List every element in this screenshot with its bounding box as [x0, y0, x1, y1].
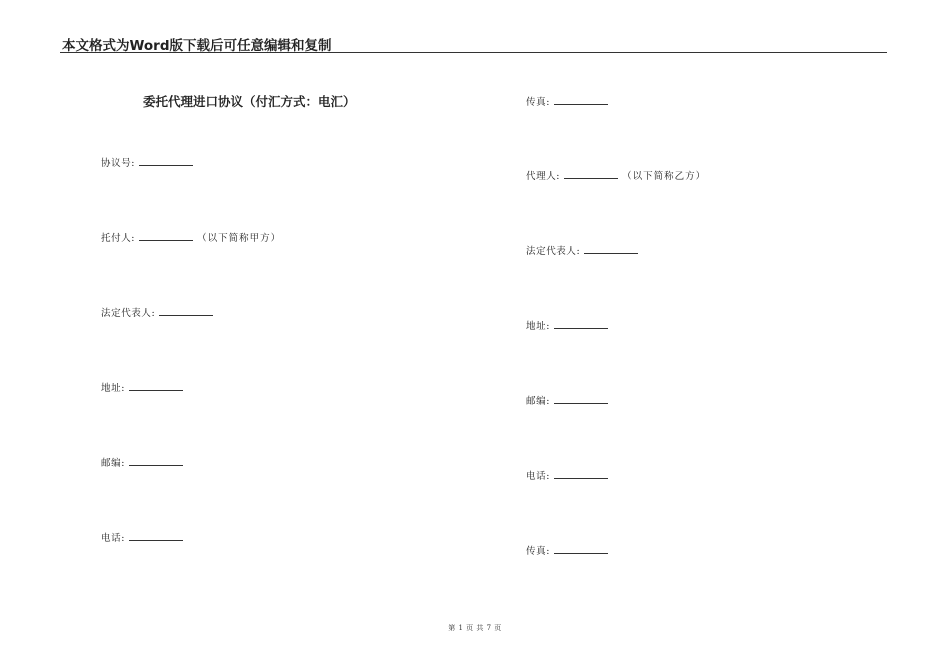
field-agreement-no — [101, 155, 197, 169]
field-agent — [526, 168, 706, 182]
fill-in-blank[interactable] — [554, 469, 608, 479]
fill-in-blank[interactable] — [139, 156, 193, 166]
field-label: 传真: — [526, 546, 551, 557]
page-number: 第 1 页 共 7 页 — [448, 624, 502, 632]
fill-in-blank[interactable] — [129, 381, 183, 391]
field-label: 电话: — [101, 533, 126, 544]
field-legal-rep-left — [101, 305, 217, 319]
field-label: 传真: — [526, 97, 551, 108]
fill-in-blank[interactable] — [554, 394, 608, 404]
field-label: 电话: — [526, 471, 551, 482]
fill-in-blank[interactable] — [554, 319, 608, 329]
field-label: 代理人: — [526, 171, 561, 182]
field-postcode-right — [526, 393, 612, 407]
field-label: 邮编: — [101, 458, 126, 469]
field-address-left — [101, 380, 187, 394]
field-label: 法定代表人: — [101, 308, 156, 319]
field-label: 地址: — [526, 321, 551, 332]
field-postcode-left — [101, 455, 187, 469]
fill-in-blank[interactable] — [584, 244, 638, 254]
field-address-right — [526, 318, 612, 332]
fill-in-blank[interactable] — [139, 231, 193, 241]
field-fax-bottom-right — [526, 543, 612, 557]
fill-in-blank[interactable] — [554, 95, 608, 105]
document-title: 委托代理进口协议（付汇方式：电汇） — [143, 94, 356, 109]
field-phone-right — [526, 468, 612, 482]
field-phone-left — [101, 530, 187, 544]
field-label: 托付人: — [101, 233, 136, 244]
fill-in-blank[interactable] — [129, 531, 183, 541]
header-divider — [60, 52, 887, 53]
fill-in-blank[interactable] — [129, 456, 183, 466]
field-label: 法定代表人: — [526, 246, 581, 257]
field-label: 地址: — [101, 383, 126, 394]
field-principal — [101, 230, 281, 244]
field-note: （以下简称甲方） — [197, 233, 282, 244]
fill-in-blank[interactable] — [564, 169, 618, 179]
field-fax-top-right — [526, 94, 612, 108]
header-banner: 本文格式为Word版下载后可任意编辑和复制 — [62, 38, 332, 54]
field-note: （以下简称乙方） — [622, 171, 707, 182]
fill-in-blank[interactable] — [159, 306, 213, 316]
fill-in-blank[interactable] — [554, 544, 608, 554]
field-label: 邮编: — [526, 396, 551, 407]
field-legal-rep-right — [526, 243, 642, 257]
field-label: 协议号: — [101, 158, 136, 169]
